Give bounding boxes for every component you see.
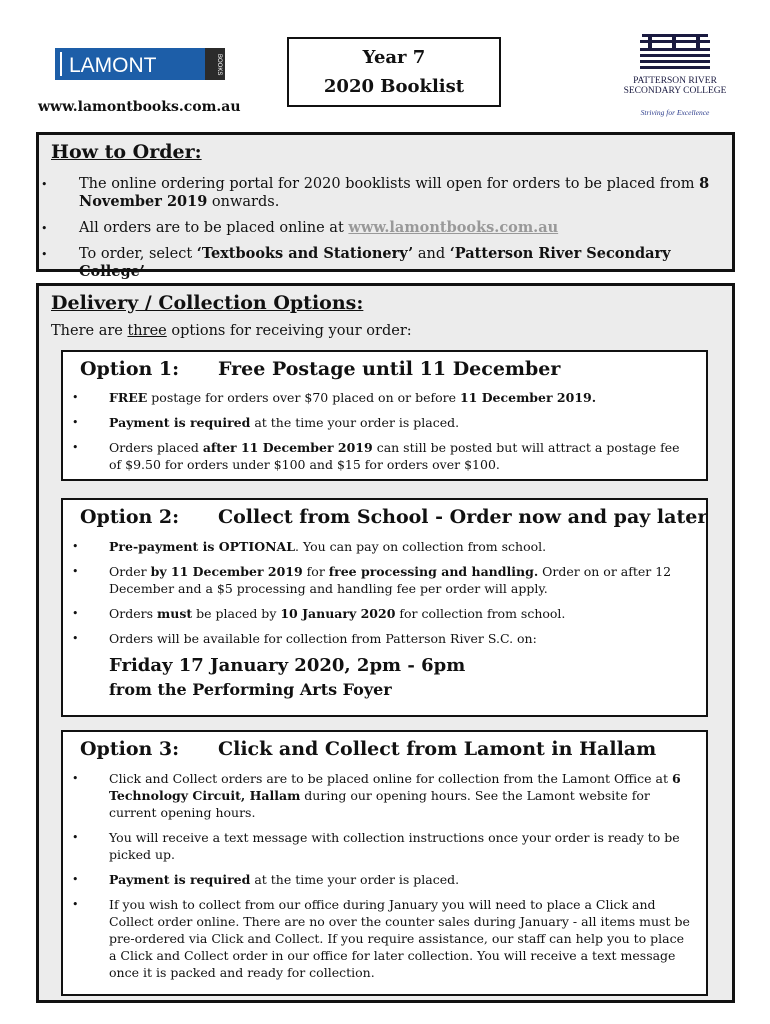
option-3-box	[61, 730, 708, 996]
list-item: • You will receive a text message with collection instructions once your order is ready to be picked up.	[63, 829, 703, 863]
lamont-url[interactable]: www.lamontbooks.com.au	[38, 99, 241, 115]
option-2-list	[63, 538, 703, 655]
option-2-title: Option 2: Collect from School - Order now and pay later	[80, 506, 708, 528]
lamont-logo-text: LAMONT	[69, 54, 157, 77]
collection-time: Friday 17 January 2020, 2pm - 6pm from the Performing Arts Foyer	[109, 655, 466, 699]
option-1-list	[63, 389, 703, 481]
list-item: • All orders are to be placed online at www.lamontbooks.com.au	[39, 219, 729, 237]
list-item: • The online ordering portal for 2020 booklists will open for orders to be placed from 8 November 2019 onwards.	[39, 175, 729, 211]
booklist-title	[287, 37, 501, 107]
how-to-order-panel	[36, 132, 735, 280]
list-item: • Payment is required at the time your order is placed.	[63, 871, 703, 888]
delivery-heading: Delivery / Collection Options:	[51, 292, 364, 314]
option-1-title: Option 1: Free Postage until 11 December	[80, 358, 561, 380]
lamont-logo-sub: BOOKS	[216, 54, 222, 76]
how-to-order-list	[39, 175, 729, 289]
list-item: • Orders must be placed by 10 January 2020 for collection from school.	[63, 605, 703, 622]
list-item: • If you wish to collect from our office during January you will need to place a Click and Collect order online. There are no over the counter sales during January - all items must be pre-ordered via Click and Collect. If you require assistance, our staff can help you to place a Click and Collect order in our office for later collection. You will receive a text message once it is packed and ready for collection.	[63, 896, 703, 981]
lamont-logo	[55, 48, 225, 80]
option-1-box	[61, 350, 708, 481]
delivery-options-panel	[36, 283, 735, 1003]
delivery-intro: There are three options for receiving your order:	[51, 323, 412, 339]
school-name-line2: SECONDARY COLLEGE	[623, 86, 727, 96]
option-3-title: Option 3: Click and Collect from Lamont in Hallam	[80, 738, 657, 760]
list-item: • Orders placed after 11 December 2019 can still be posted but will attract a postage fee of $9.50 for orders under $100 and $15 for orders over $100.	[63, 439, 703, 473]
lamont-website-link[interactable]: www.lamontbooks.com.au	[348, 219, 559, 236]
list-item: • Payment is required at the time your order is placed.	[63, 414, 703, 431]
list-item: • Order by 11 December 2019 for free processing and handling. Order on or after 12 December and a $5 processing and handling fee per order will apply.	[63, 563, 703, 597]
school-name-line1: PATTERSON RIVER	[633, 76, 717, 86]
title-year: Year 7	[362, 47, 426, 68]
list-item: • Orders will be available for collection from Patterson River S.C. on:	[63, 630, 703, 647]
school-crest-icon	[610, 30, 740, 80]
option-2-box	[61, 498, 708, 717]
list-item: • FREE postage for orders over $70 placed on or before 11 December 2019.	[63, 389, 703, 406]
list-item: • To order, select ‘Textbooks and Stationery’ and ‘Patterson River Secondary College’	[39, 245, 729, 281]
list-item: • Click and Collect orders are to be placed online for collection from the Lamont Office at 6 Technology Circuit, Hallam during our opening hours. See the Lamont website for current opening hours.	[63, 770, 703, 821]
list-item: • Pre-payment is OPTIONAL. You can pay on collection from school.	[63, 538, 703, 555]
title-booklist: 2020 Booklist	[323, 76, 465, 97]
school-motto: Striving for Excellence	[640, 108, 710, 117]
option-3-list	[63, 770, 703, 989]
school-logo	[610, 30, 740, 120]
how-to-order-heading: How to Order:	[51, 141, 202, 163]
